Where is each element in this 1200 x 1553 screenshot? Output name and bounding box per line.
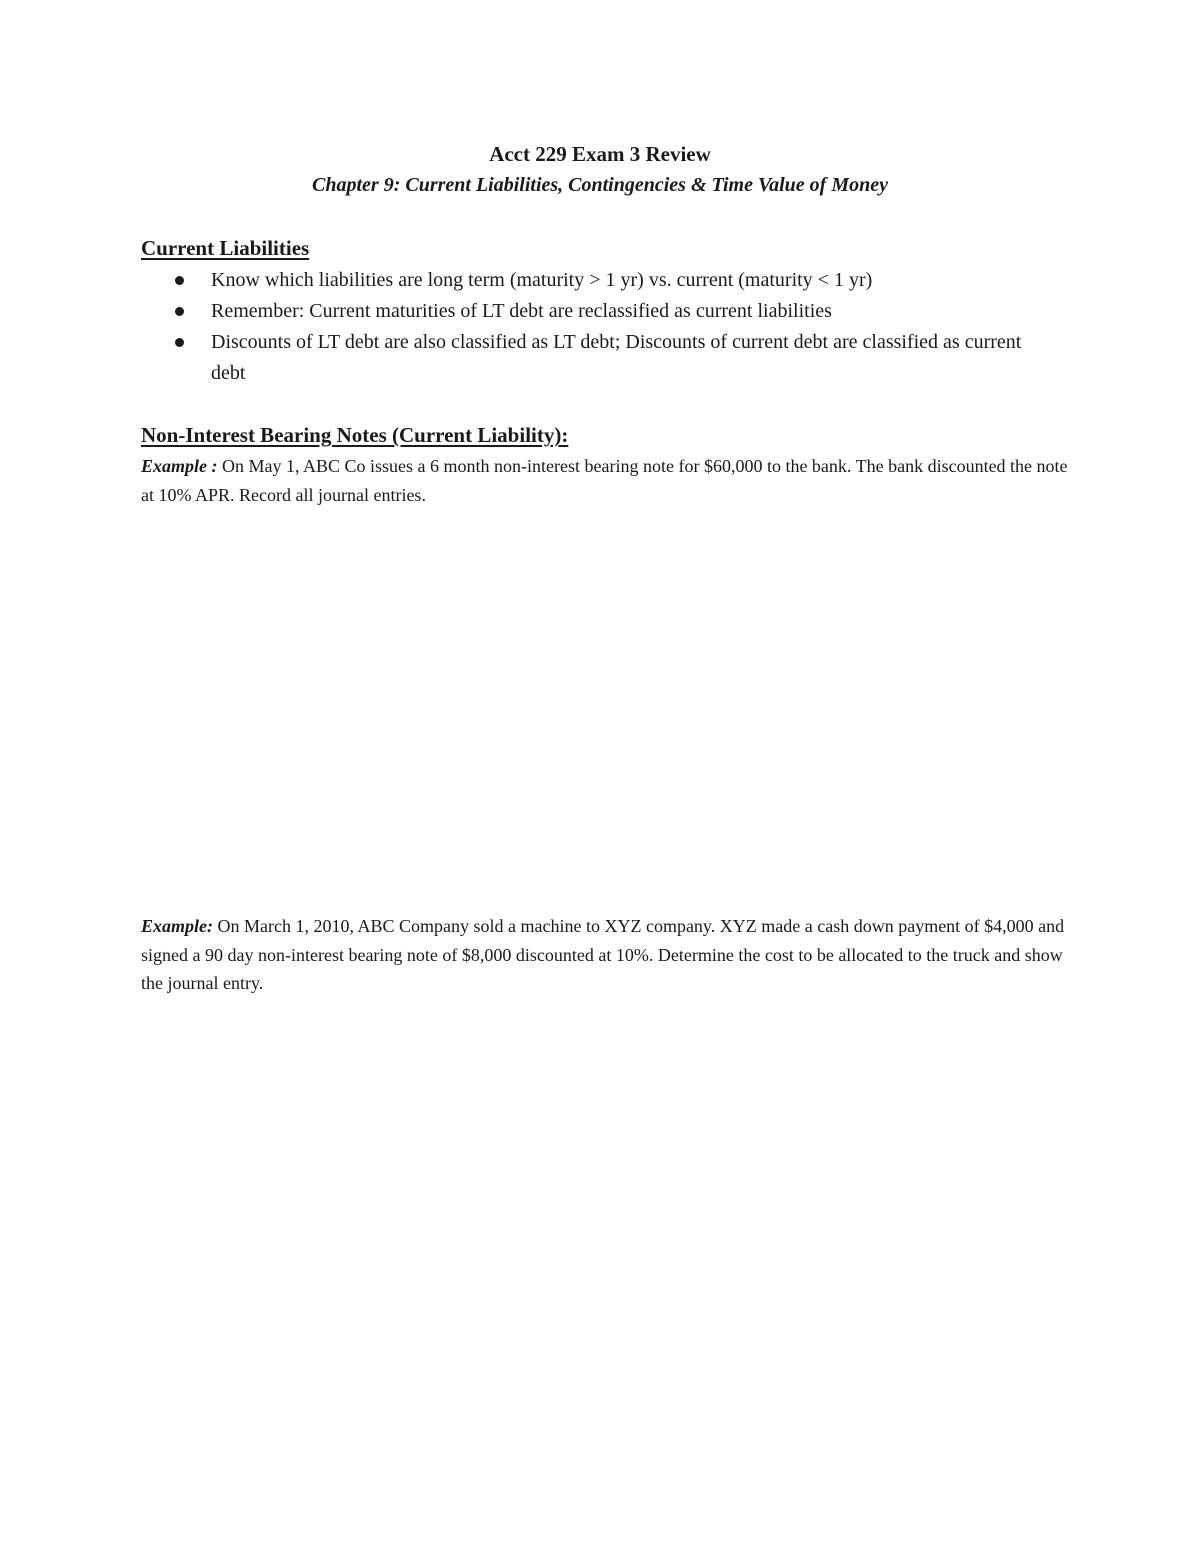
list-item-text: Remember: Current maturities of LT debt are reclassified as current liabilities <box>211 300 832 322</box>
document-title: Acct 229 Exam 3 Review <box>489 142 711 166</box>
example-paragraph-1 <box>141 452 1071 509</box>
example-text: On March 1, 2010, ABC Company sold a machine to XYZ company. XYZ made a cash down payment of $4,000 and signed a 90 day non-interest bearing note of $8,000 discounted at 10%. Determine the cost to be allocated to the truck and show the journal entry. <box>141 916 1065 993</box>
list-item-text: Discounts of LT debt are also classified as LT debt; Discounts of current debt are classified as current debt <box>211 331 1022 384</box>
bullet-icon <box>175 307 184 316</box>
list-item <box>141 296 1041 327</box>
list-item <box>141 327 1041 389</box>
bullet-icon <box>175 338 184 347</box>
section-heading-non-interest-notes: Non-Interest Bearing Notes (Current Liability): <box>141 423 569 447</box>
list-item-text: Know which liabilities are long term (maturity > 1 yr) vs. current (maturity < 1 yr) <box>211 269 873 291</box>
bullet-list <box>141 265 1041 389</box>
section-heading-current-liabilities: Current Liabilities <box>141 236 310 260</box>
bullet-icon <box>175 276 184 285</box>
list-item <box>141 265 1041 296</box>
example-paragraph-2 <box>141 912 1071 998</box>
example-label: Example: <box>141 916 213 936</box>
document-subtitle: Chapter 9: Current Liabilities, Contingencies & Time Value of Money <box>312 174 888 196</box>
example-text: On May 1, ABC Co issues a 6 month non-interest bearing note for $60,000 to the bank. The bank discounted the note at 10% APR. Record all journal entries. <box>141 456 1068 505</box>
example-label: Example : <box>141 456 218 476</box>
